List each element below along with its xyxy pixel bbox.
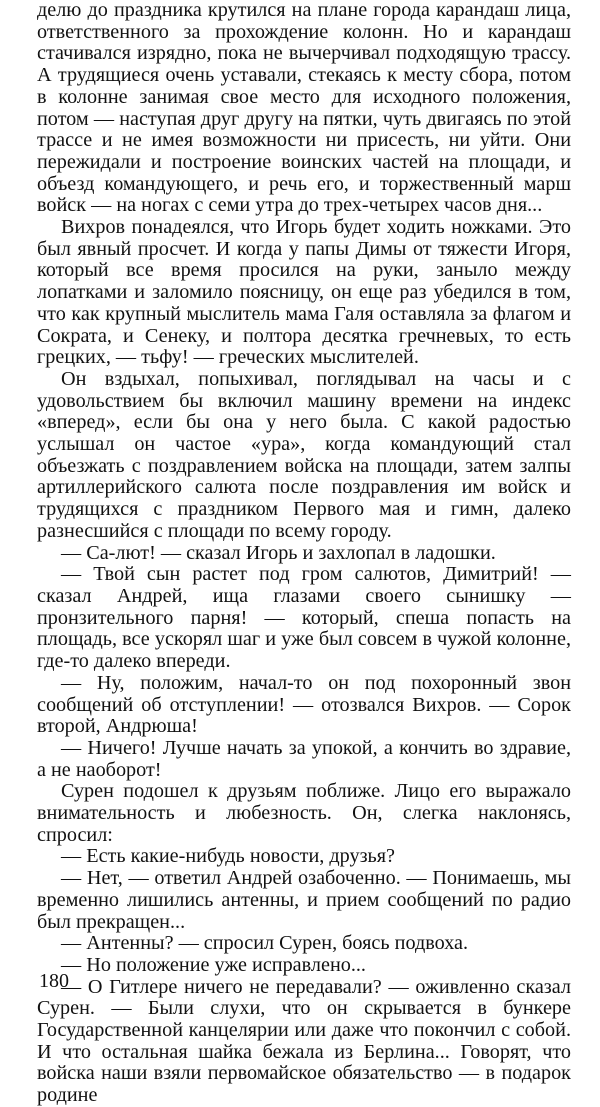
paragraph-3: Он вздыхал, попыхивал, поглядывал на часы и с удовольствием бы включил машину времени на индекс «вперед», если бы она у него была. С какой радостью услышал он частое «ура», когда командующий стал объезжать с поздравлением войска на площади, затем залпы артиллерийского салюта после поздравления им войск и трудящихся с праздником Первого мая и гимн, далеко разнесшийся с площади по всему городу. <box>37 367 571 542</box>
paragraph-9: — Есть какие-нибудь новости, друзья? <box>61 845 395 868</box>
paragraph-5: — Твой сын растет под гром салютов, Димитрий! — сказал Андрей, ища глазами своего сынишку — пронзительного парня! — который, спеша попасть на площадь, все ускорял шаг и уже был совсем в чужой колонне, где-то далеко впереди. <box>37 563 571 673</box>
paragraph-11: — Антенны? — спросил Сурен, боясь подвоха. <box>61 932 469 955</box>
paragraph-6: — Ну, положим, начал-то он под похоронный звон сообщений об отступлении! — отозвался Вихров. — Сорок второй, Андрюша! <box>37 671 571 738</box>
paragraph-7: — Ничего! Лучше начать за упокой, а кончить во здравие, а не наоборот! <box>37 736 571 781</box>
paragraph-10: — Нет, — ответил Андрей озабоченно. — Понимаешь, мы временно лишились антенны, и прием сообщений по радио был прекращен... <box>37 867 571 933</box>
paragraph-1: делю до праздника крутился на плане города карандаш лица, ответственного за прохождение колонн. Но и карандаш стачивался изрядно, пока не вычерчивал подходящую трассу. А трудящиеся очень уставали, стекаясь к месту сбора, потом в колонне занимая свое место для исходного положения, потом — наступая друг другу на пятки, чуть двигаясь по этой трассе и не имея возможности ни присесть, ни уйти. Они пережидали и построение воинских частей на площади, и объезд командующего, и речь его, и торжественный марш войск — на ногах с семи утра до трех-четырех часов дня... <box>37 0 571 217</box>
paragraph-12: — Но положение уже исправлено... <box>61 953 366 976</box>
paragraph-8: Сурен подошел к друзьям поближе. Лицо его выражало внимательность и любезность. Он, слегка наклонясь, спросил: <box>37 780 571 846</box>
paragraph-4: — Са-лют! — сказал Игорь и захлопал в ладошки. <box>61 541 496 564</box>
paragraph-13: — О Гитлере ничего не передавали? — оживленно сказал Сурен. — Были слухи, что он скрывается в бункере Государственной канцелярии или даже что покончил с собой. И что остальная шайка бежала из Берлина... Говорят, что войска наши взяли первомайское обязательство — в подарок родине <box>37 975 571 1107</box>
paragraph-2: Вихров понадеялся, что Игорь будет ходить ножками. Это был явный просчет. И когда у папы Димы от тяжести Игоря, который все время просился на руки, заныло между лопатками и заломило поясницу, он еще раз убедился в том, что как крупный мыслитель мама Галя оставляла за флагом и Сократа, и Сенеку, и полтора десятка гречневых, то есть грецких, — тьфу! — греческих мыслителей. <box>37 216 571 369</box>
page-number: 180 <box>39 970 69 992</box>
page-body <box>37 0 571 1107</box>
